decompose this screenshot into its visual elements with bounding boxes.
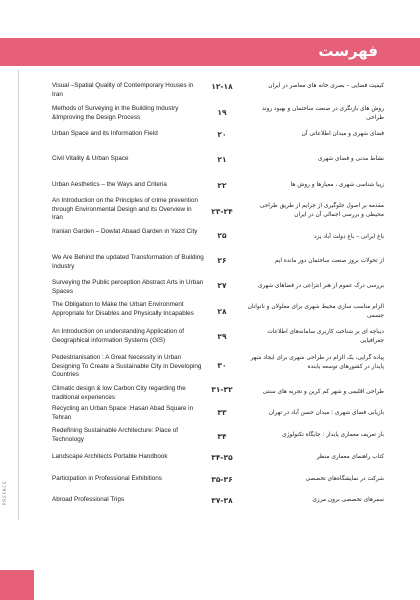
- entry-pages: ۳۳: [217, 408, 227, 417]
- entry-title-en: An Introduction on understanding Application of Geographical information Systems (GIS): [52, 328, 184, 344]
- entry-title-fa: زیبا شناسی شهری ، معیارها و روش ها: [290, 182, 384, 188]
- side-label: PREFACE: [2, 480, 7, 505]
- entry-pages: ۲۵: [217, 231, 227, 240]
- entry-title-fa: روش های بازنگری در صنعت ساختمان و بهبود روند طراحی: [261, 106, 384, 121]
- entry-title-en: The Obligation to Make the Urban Environment Appropriate for Disables and Physically Incapables: [52, 301, 194, 317]
- entry-pages: ۳۵-۳۶: [211, 475, 233, 484]
- entry-pages: ۱۲-۱۸: [211, 82, 233, 91]
- entry-title-fa: طراحی اقلیمی و شهر کم کربن و تجربه های سنتی: [262, 389, 384, 395]
- entry-pages: ۲۸: [217, 307, 227, 316]
- entry-title-fa: باغ ایرانی – باغ دولت آباد یزد: [314, 234, 384, 240]
- corner-tab: [0, 570, 34, 600]
- entry-pages: ۳۷-۳۸: [211, 496, 233, 505]
- entry-pages: ۱۹: [217, 108, 227, 117]
- entry-title-en: Civil Vitality & Urban Space: [52, 155, 129, 162]
- entry-pages: ۲۹: [217, 332, 227, 341]
- entry-title-fa: مقدمه بر اصول جلوگیری از جرایم از طریق طراحی محیطی و بررسی اجمالی آن در ایران: [259, 203, 384, 218]
- entry-title-en: Redefining Sustainable Architecture: Place of Technology: [52, 427, 179, 443]
- entry-title-en: Urban Space and its Information Field: [52, 130, 158, 137]
- entry-pages: ۲۷: [217, 281, 227, 290]
- entry-pages: ۳۱-۳۲: [211, 385, 233, 394]
- entry-title-fa: از تحولات بروز صنعت ساختمان دور مانده ایم: [274, 258, 384, 264]
- entry-title-fa: فضای شهری و میدان اطلاعاتی آن: [301, 131, 384, 137]
- entry-title-en: Landscape Architects Portable Handbook: [52, 453, 168, 460]
- entry-title-fa: پیاده گرایی، یک الزام در طراحی شهری برای ایجاد شهر پایدار در کشورهای توسعه یابنده: [250, 355, 384, 370]
- entry-title-en: Iranian Garden – Dowlat Abaad Garden in Yazd City: [52, 228, 198, 235]
- entry-title-en: Visual –Spatial Quality of Contemporary Houses in Iran: [52, 82, 194, 98]
- entry-title-en: Urban Aesthetics – the Ways and Criteria: [52, 181, 167, 188]
- page-title: فهرست: [318, 42, 378, 60]
- entry-title-fa: کیفیت فضایی – بصری خانه های معاصر در ایران: [268, 83, 384, 89]
- entry-title-en: An Introduction on the Principles of crime prevention through Environmental Design and its Overview in Iran: [52, 197, 198, 221]
- entry-pages: ۳۴: [217, 432, 227, 441]
- entry-title-en: Abroad Professional Trips: [52, 496, 125, 503]
- entry-pages: ۲۰: [217, 130, 227, 139]
- entry-title-fa: الزام مناسب سازی محیط شهری برای معلولان و ناتوانان جسمی: [247, 304, 384, 319]
- entry-pages: ۳۰: [217, 361, 227, 370]
- left-rule: [18, 70, 19, 520]
- entry-title-en: We Are Behind the updated Transformation of Building Industry: [52, 254, 204, 270]
- entry-title-fa: بازیابی فضای شهری : میدان حسن آباد در تهران: [268, 410, 384, 416]
- entry-pages: ۲۱: [217, 155, 227, 164]
- entry-title-en: Pedestrianisation : A Great Necessity in Urban Designing To Create a Sustainable City in Developing Countries: [52, 354, 202, 378]
- entry-title-en: Surveying the Public perception Abstract Arts in Urban Spaces: [52, 279, 204, 295]
- entry-title-fa: شرکت در نمایشگاه‌های تخصصی: [305, 476, 384, 482]
- entry-pages: ۲۳-۲۴: [211, 207, 233, 216]
- entry-title-fa: نشاط مدنی و فضای شهری: [317, 156, 384, 162]
- entry-title-fa: بررسی درک عموم از هنر انتزاعی در فضاهای شهری: [257, 283, 384, 289]
- entry-title-en: Participation in Professional Exhibitions: [52, 475, 162, 482]
- entry-pages: ۲۶: [217, 256, 227, 265]
- entry-title-en: Recycling an Urban Space :Hasan Abad Square in Tehran: [52, 405, 194, 421]
- entry-title-fa: دیباچه ای بر شناخت کاربری سامانه‌های اطلاعات جغرافیایی: [267, 329, 384, 344]
- entry-title-en: Climatic design & low Carbon City regarding the traditional experiences: [52, 385, 186, 401]
- table-of-contents: [44, 0, 384, 600]
- entry-title-en: Methods of Surveying in the Building Industry &Improving the Design Process: [52, 105, 179, 121]
- entry-title-fa: باز تعریف معماری پایدار : جایگاه تکنولوژی: [282, 432, 384, 438]
- entry-pages: ۳۴-۳۵: [211, 453, 233, 462]
- entry-pages: ۲۲: [217, 181, 227, 190]
- entry-title-fa: سفرهای تخصصی برون مرزی: [312, 497, 384, 503]
- entry-title-fa: کتاب راهنمای معماری منظر: [316, 454, 384, 460]
